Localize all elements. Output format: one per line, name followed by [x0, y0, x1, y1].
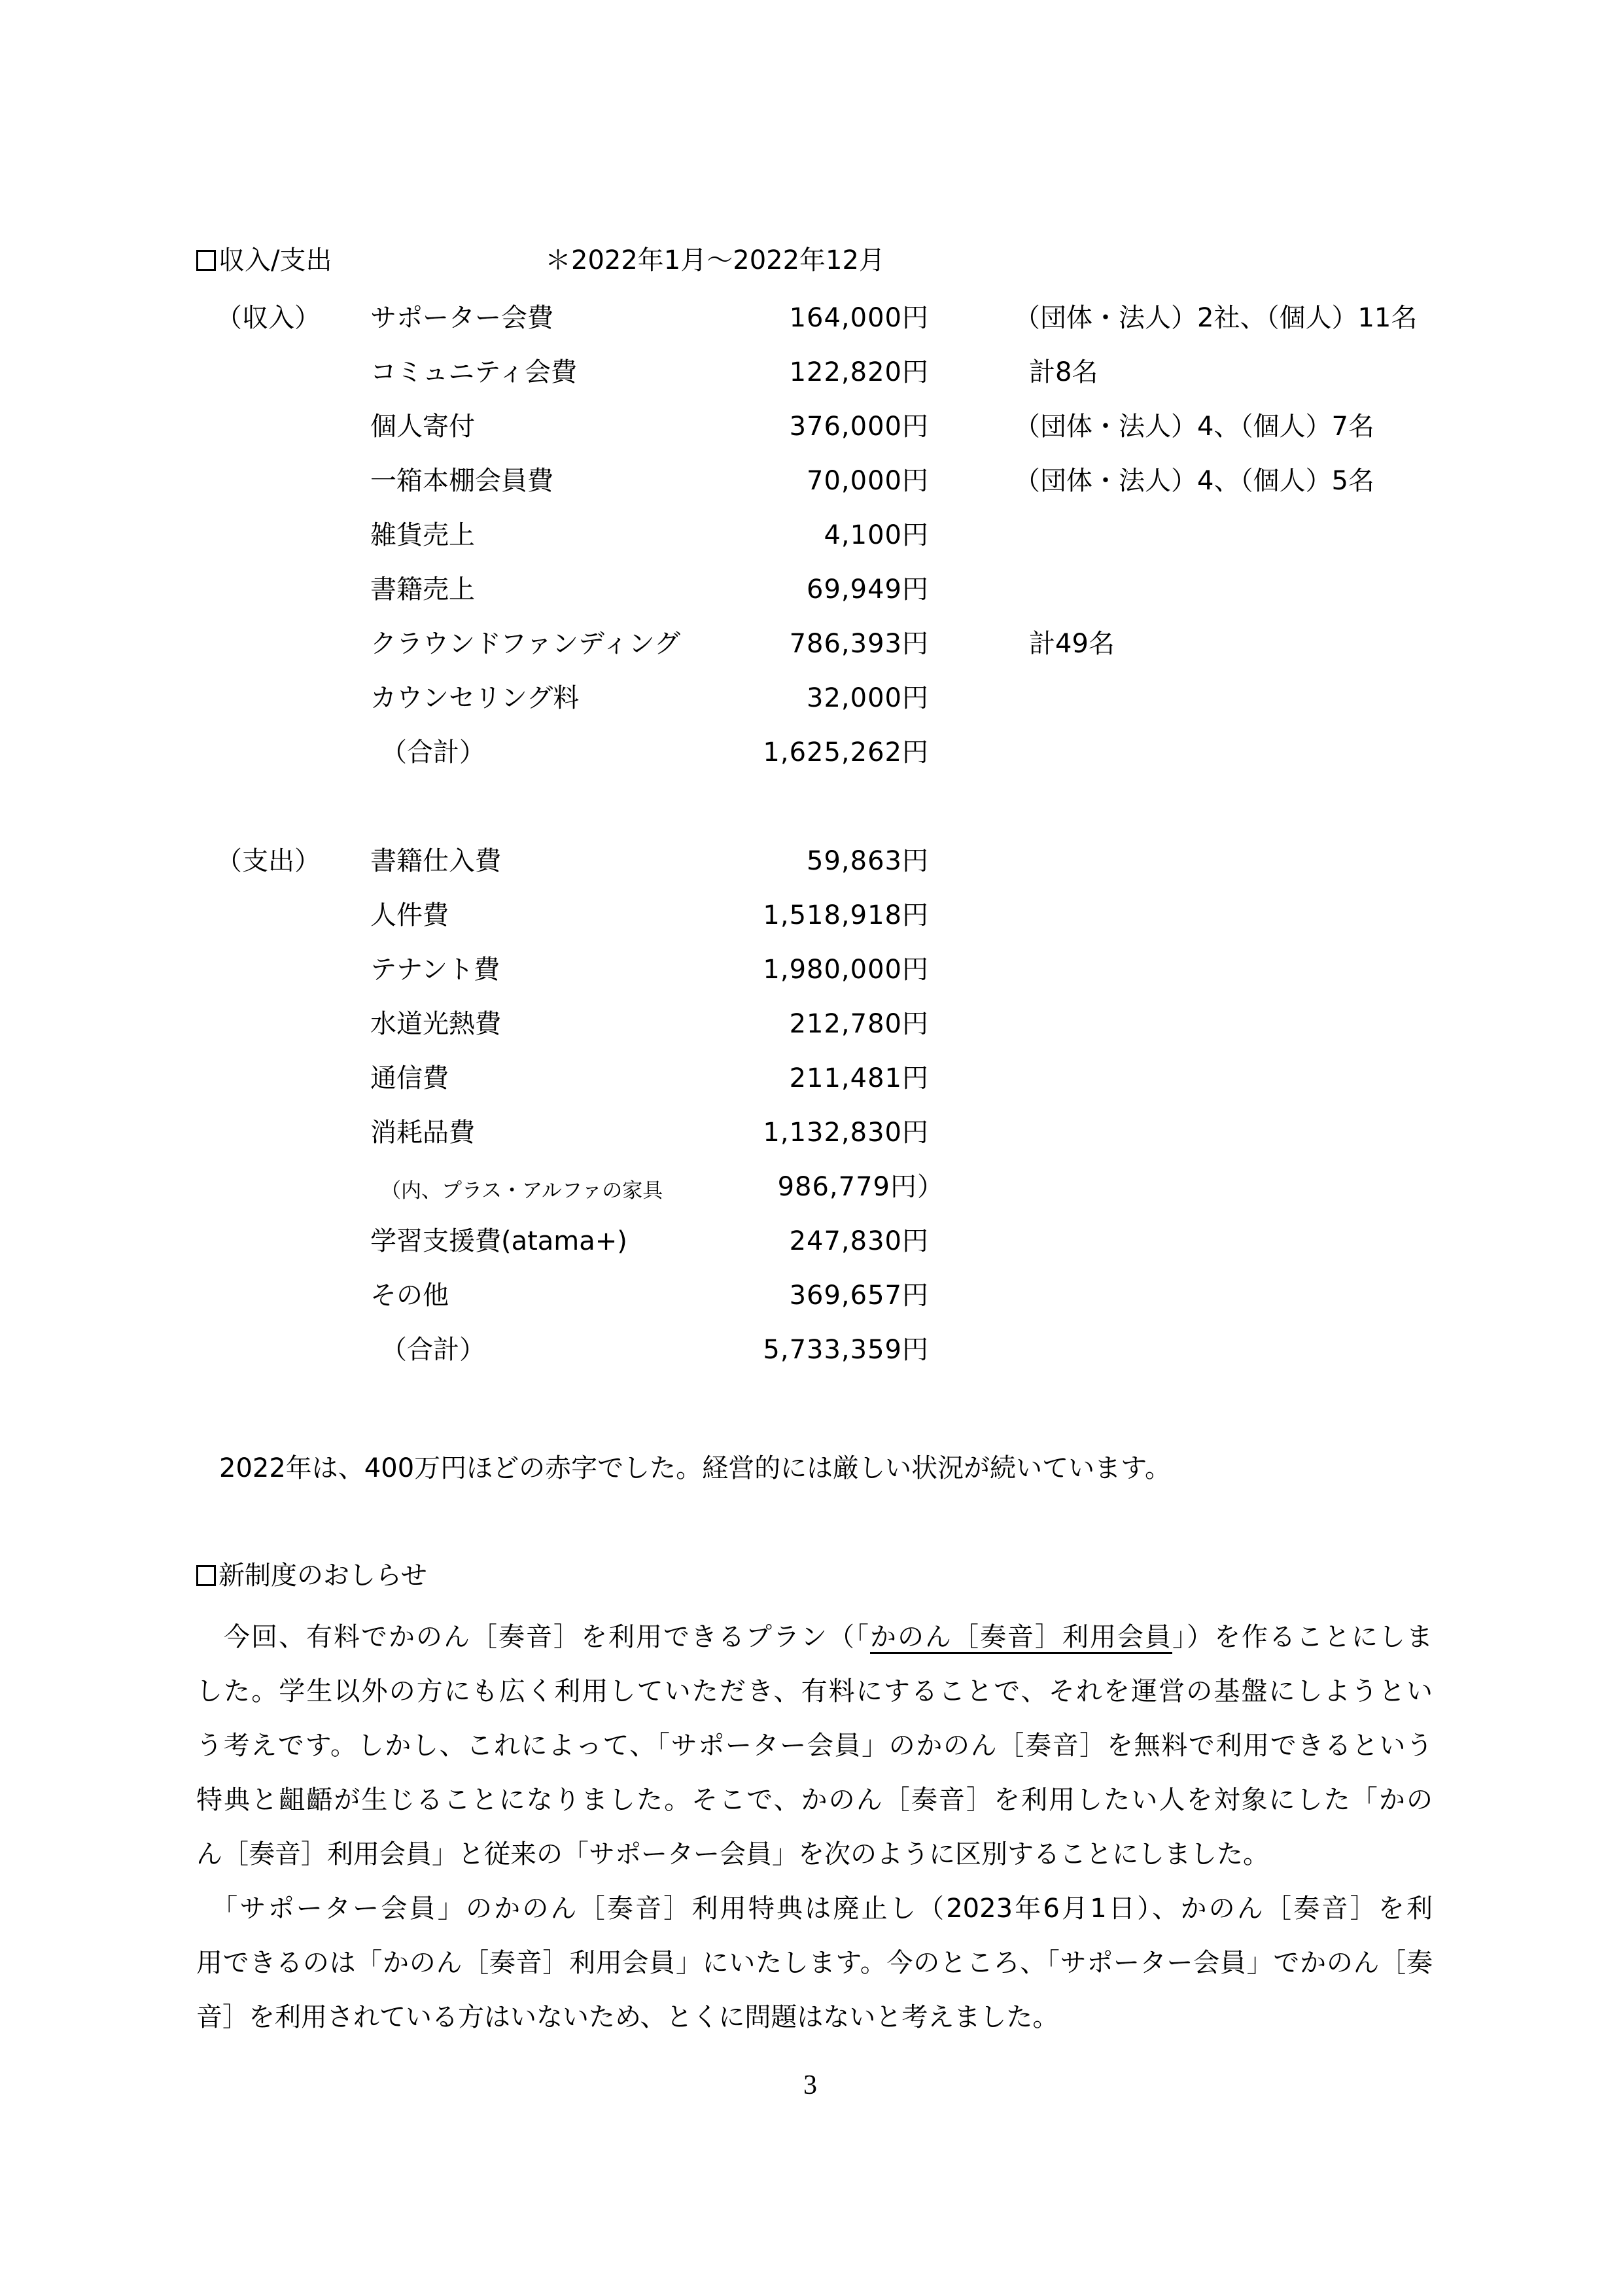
- expense-row: [0, 845, 1623, 877]
- row-amount: 369,657円: [789, 1280, 929, 1311]
- income-row: [0, 574, 1623, 605]
- paragraph-line: う考えです。しかし、これによって、「サポーター会員」のかのん［奏音］を無料で利用できるという: [196, 1731, 1433, 1761]
- income-row: [0, 357, 1623, 388]
- sub-row-item: （内、プラス・アルファの家具: [381, 1179, 663, 1203]
- row-item: 人件費: [370, 900, 449, 930]
- row-note: （団体・法人）4、（個人）5名: [1014, 466, 1374, 496]
- income-total-row: [0, 737, 1623, 768]
- expense-sub-row: [0, 1171, 1623, 1203]
- row-amount: 32,000円: [807, 683, 929, 713]
- text-run: 「サポーター会員」のかのん［奏音］利用特典は廃止し（2023年6月1日）、かのん［奏音］を利: [224, 1894, 1433, 1924]
- row-item: 学習支援費(atama+): [370, 1226, 627, 1256]
- paragraph-line: [196, 1610, 1433, 1665]
- row-amount: 247,830円: [789, 1226, 929, 1256]
- text-run: 今回、有料でかのん［奏音］を利用できるプラン（「: [224, 1622, 870, 1652]
- deficit-summary: 2022年は、400万円ほどの赤字でした。経営的には厳しい状況が続いています。: [219, 1453, 1171, 1483]
- expense-row: [0, 1280, 1623, 1311]
- total-label: （合計）: [381, 737, 485, 768]
- row-item: 雑貨売上: [370, 520, 475, 550]
- row-amount: 70,000円: [807, 466, 929, 496]
- paragraph-line: 音］を利用されている方はいないため、とくに問題はないと考えました。: [196, 2002, 1059, 2032]
- expense-row: [0, 1226, 1623, 1257]
- row-item: クラウンドファンディング: [370, 629, 680, 659]
- expense-group-label: （支出）: [216, 846, 321, 876]
- row-item: 通信費: [370, 1063, 449, 1093]
- row-amount: 69,949円: [807, 574, 929, 605]
- row-amount: 786,393円: [789, 629, 929, 659]
- section-heading-text: 収入/支出: [218, 245, 332, 275]
- expense-row: [0, 1008, 1623, 1040]
- row-item: カウンセリング料: [370, 683, 580, 713]
- underlined-plan-name: かのん［奏音］利用会員: [870, 1622, 1172, 1652]
- row-amount: 1,518,918円: [763, 900, 929, 930]
- income-row: [0, 682, 1623, 714]
- total-label: （合計）: [381, 1335, 485, 1365]
- row-amount: 122,820円: [789, 357, 929, 387]
- row-amount: 164,000円: [789, 303, 929, 333]
- row-amount: 211,481円: [789, 1063, 929, 1093]
- total-amount: 5,733,359円: [763, 1335, 929, 1365]
- row-amount: 1,980,000円: [763, 955, 929, 985]
- row-item: サポーター会費: [370, 303, 553, 333]
- row-item: コミュニティ会費: [370, 357, 577, 387]
- text-run: 」）を作ることにしま: [1172, 1622, 1433, 1652]
- paragraph-line: ん［奏音］利用会員」と従来の「サポーター会員」を次のように区別することにしました。: [196, 1839, 1269, 1869]
- row-note: 計8名: [1029, 357, 1098, 387]
- paragraph-line: した。学生以外の方にも広く利用していただき、有料にすることで、それを運営の基盤にしようとい: [196, 1676, 1433, 1706]
- row-note: （団体・法人）2社、（個人）11名: [1014, 303, 1418, 333]
- expense-row: [0, 1117, 1623, 1148]
- income-group-label: （収入）: [216, 303, 321, 333]
- income-row: [0, 520, 1623, 551]
- checkbox-square-icon: [196, 250, 216, 271]
- income-row: [0, 465, 1623, 497]
- section-heading-new-system: [196, 1560, 427, 1591]
- row-item: 水道光熱費: [370, 1009, 501, 1039]
- expense-row: [0, 1063, 1623, 1094]
- row-item: 個人寄付: [370, 412, 475, 442]
- row-amount: 4,100円: [824, 520, 929, 550]
- row-amount: 376,000円: [789, 412, 929, 442]
- row-item: その他: [370, 1280, 449, 1311]
- row-amount: 1,132,830円: [763, 1118, 929, 1148]
- reporting-period: ＊2022年1月～2022年12月: [545, 245, 885, 275]
- paragraph-line: [196, 1882, 1433, 1936]
- row-item: 消耗品費: [370, 1118, 475, 1148]
- income-row: [0, 411, 1623, 442]
- paragraph-supporter-change: [196, 1882, 1433, 2045]
- page-number: 3: [803, 2070, 817, 2100]
- expense-total-row: [0, 1334, 1623, 1366]
- checkbox-square-icon: [196, 1565, 216, 1586]
- section-heading-text: 新制度のおしらせ: [218, 1561, 427, 1591]
- row-item: テナント費: [370, 955, 500, 985]
- paragraph-new-plan: [196, 1610, 1433, 1882]
- sub-row-amount: 986,779円）: [777, 1172, 944, 1202]
- row-note: （団体・法人）4、（個人）7名: [1014, 412, 1374, 442]
- row-item: 書籍売上: [370, 574, 475, 605]
- section-heading-income-expense: [196, 245, 332, 276]
- paragraph-line: 特典と齟齬が生じることになりました。そこで、かのん［奏音］を利用したい人を対象にした「かの: [196, 1785, 1433, 1815]
- row-item: 一箱本棚会員費: [370, 466, 553, 496]
- row-note: 計49名: [1029, 629, 1115, 659]
- income-row: [0, 628, 1623, 660]
- expense-row: [0, 900, 1623, 931]
- expense-row: [0, 954, 1623, 985]
- income-row: [0, 302, 1623, 334]
- total-amount: 1,625,262円: [763, 737, 929, 768]
- row-amount: 59,863円: [807, 846, 929, 876]
- paragraph-line: 用できるのは「かのん［奏音］利用会員」にいたします。今のところ、「サポーター会員」でかのん［奏: [196, 1948, 1433, 1978]
- row-item: 書籍仕入費: [370, 846, 501, 876]
- row-amount: 212,780円: [789, 1009, 929, 1039]
